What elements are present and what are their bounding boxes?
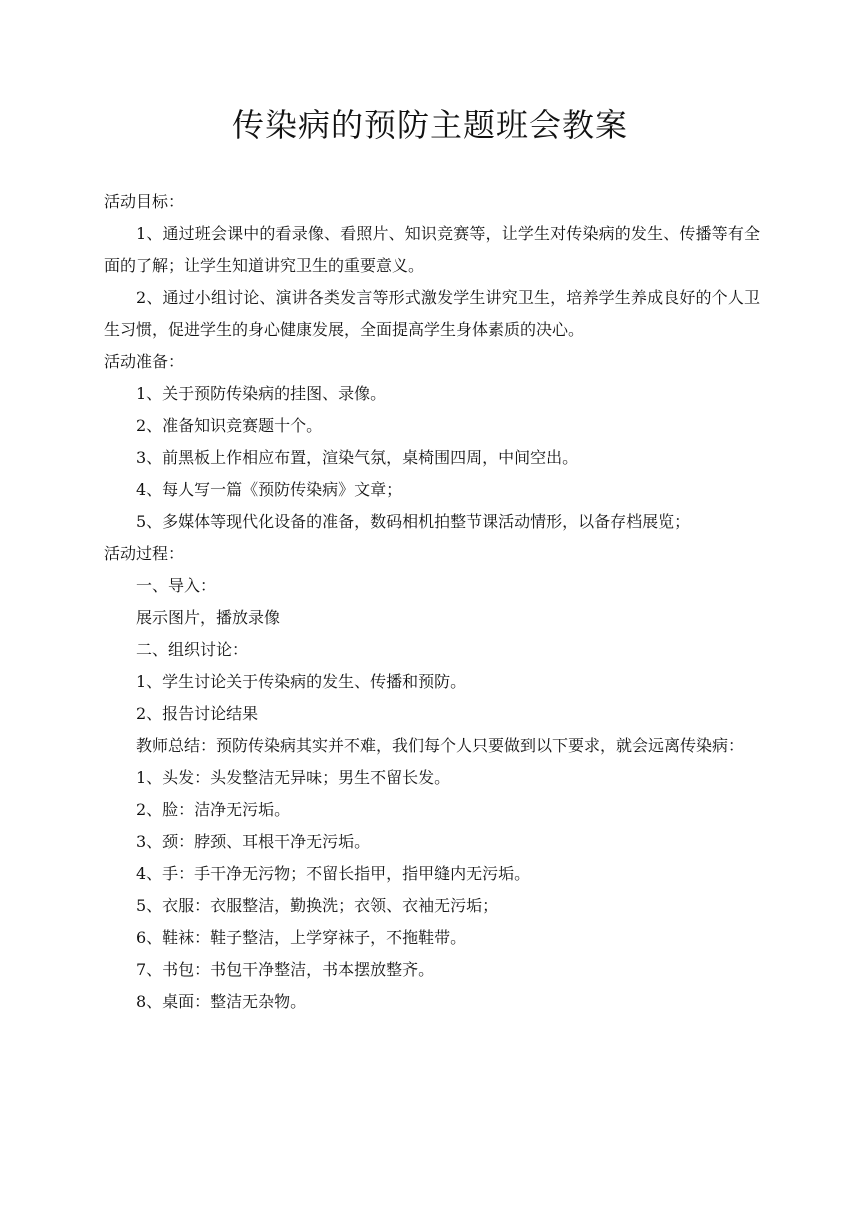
prep-item: 3、前黑板上作相应布置，渲染气氛，桌椅围四周，中间空出。 [136, 448, 579, 467]
process-item: 教师总结：预防传染病其实并不难，我们每个人只要做到以下要求，就会远离传染病： [136, 736, 745, 755]
goal-item: 1、通过班会课中的看录像、看照片、知识竞赛等，让学生对传染病的发生、传播等有全面的了解；让学生知道讲究卫生的重要意义。 [104, 224, 760, 275]
process-item: 8、桌面：整洁无杂物。 [136, 992, 307, 1011]
document-title: 传染病的预防主题班会教案 [231, 106, 628, 144]
prep-item: 4、每人写一篇《预防传染病》文章； [136, 480, 403, 499]
goal-item: 2、通过小组讨论、演讲各类发言等形式激发学生讲究卫生，培养学生养成良好的个人卫生习惯，促进学生的身心健康发展，全面提高学生身体素质的决心。 [104, 288, 760, 339]
prep-item: 5、多媒体等现代化设备的准备，数码相机拍整节课活动情形，以备存档展览； [136, 512, 691, 531]
goals-heading: 活动目标： [104, 192, 185, 211]
process-heading: 活动过程： [104, 544, 185, 563]
process-item: 1、学生讨论关于传染病的发生、传播和预防。 [136, 672, 467, 691]
process-item: 展示图片，播放录像 [136, 608, 281, 627]
document-body [104, 186, 760, 1018]
process-item: 二、组织讨论： [136, 640, 249, 659]
prep-heading: 活动准备： [104, 352, 185, 371]
process-item: 2、脸：洁净无污垢。 [136, 800, 291, 819]
process-item: 7、书包：书包干净整洁，书本摆放整齐。 [136, 960, 435, 979]
prep-item: 2、准备知识竞赛题十个。 [136, 416, 323, 435]
process-item: 6、鞋袜：鞋子整洁，上学穿袜子，不拖鞋带。 [136, 928, 467, 947]
process-item: 2、报告讨论结果 [136, 704, 259, 723]
process-item: 一、导入： [136, 576, 217, 595]
process-item: 1、头发：头发整洁无异味；男生不留长发。 [136, 768, 451, 787]
process-item: 5、衣服：衣服整洁，勤换洗；衣领、衣袖无污垢； [136, 896, 499, 915]
prep-item: 1、关于预防传染病的挂图、录像。 [136, 384, 387, 403]
process-item: 4、手：手干净无污物；不留长指甲，指甲缝内无污垢。 [136, 864, 531, 883]
process-item: 3、颈：脖颈、耳根干净无污垢。 [136, 832, 371, 851]
